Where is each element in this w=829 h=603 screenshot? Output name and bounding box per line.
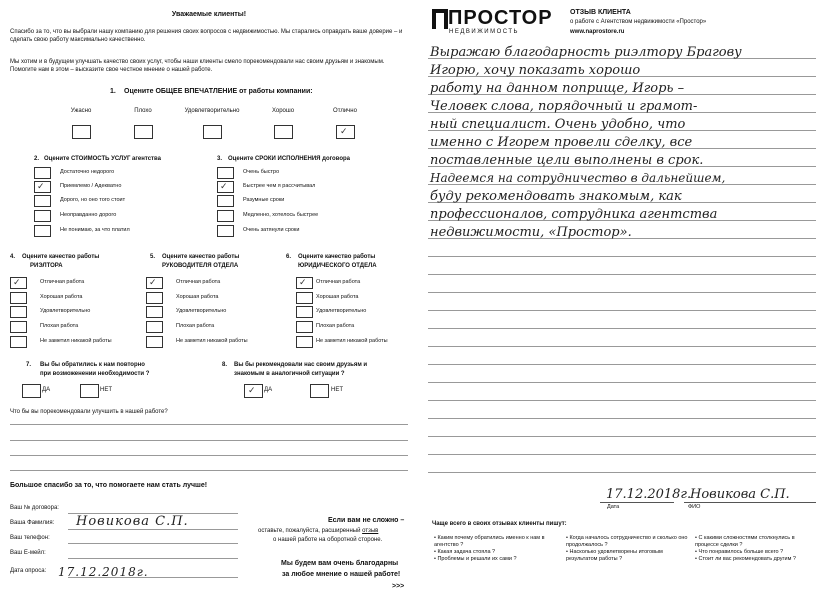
answer-line — [10, 424, 408, 425]
handwritten-line: профессионалов, сотрудника агентства — [430, 207, 718, 222]
check-mark-icon: ✓ — [340, 126, 348, 136]
q8-yes-label: ДА — [264, 387, 273, 393]
handwritten-line: ный специалист. Очень удобно, что — [430, 117, 686, 132]
q2-option-label: Достаточно недорого — [60, 169, 115, 175]
q4-checkbox[interactable] — [10, 292, 27, 304]
q3-checkbox[interactable] — [217, 225, 234, 237]
q8-no-label: НЕТ — [331, 387, 343, 393]
q5-checkbox[interactable] — [146, 292, 163, 304]
q6-option-label: Плохая работа — [316, 323, 355, 329]
contract-label: Ваш № договора: — [10, 505, 59, 511]
surname-handwritten: Новикова С.П. — [76, 514, 189, 529]
q1-checkbox[interactable] — [134, 125, 153, 139]
thanks-text: Большое спасибо за то, что помогаете нам стать лучше! — [10, 482, 208, 489]
q6-subject: ЮРИДИЧЕСКОГО ОТДЕЛА — [298, 263, 377, 269]
signature-date: 17.12.2018г. — [606, 487, 692, 502]
side-note-thanks: за любое мнение о нашей работе! — [282, 571, 401, 578]
footer-column — [566, 535, 688, 563]
check-mark-icon: ✓ — [149, 277, 157, 287]
answer-line — [10, 440, 408, 441]
side-note-thanks: Мы будем вам очень благодарны — [281, 560, 399, 567]
q4-number: 4. — [10, 254, 16, 260]
review-link[interactable]: отзыв — [362, 528, 379, 534]
q5-number: 5. — [150, 254, 156, 260]
q6-checkbox[interactable] — [296, 321, 313, 333]
q7-yes-checkbox[interactable] — [22, 384, 41, 398]
review-header-subtitle: о работе с Агентством недвижимости «Простор» — [570, 19, 707, 25]
answer-line — [10, 455, 408, 456]
review-header-title: ОТЗЫВ КЛИЕНТА — [570, 9, 631, 16]
q8-no-checkbox[interactable] — [310, 384, 329, 398]
q8-number: 8. — [222, 362, 228, 368]
side-note-heading: Если вам не сложно – — [328, 517, 405, 524]
footer-hint: • Каким почему обратились именно к нам в агентство ? — [434, 535, 545, 548]
q2-checkbox[interactable] — [34, 167, 51, 179]
q4-option-label: Удовлетворительно — [40, 308, 91, 314]
q3-title: Оцените СРОКИ ИСПОЛНЕНИЯ договора — [228, 156, 350, 162]
logo-text: ПРОСТОР — [448, 7, 553, 29]
q6-option-label: Хорошая работа — [316, 294, 359, 300]
q1-option-label: Плохо — [134, 108, 152, 114]
q7-number: 7. — [26, 362, 32, 368]
date-handwritten: 17.12.2018г. — [58, 565, 149, 579]
surname-field[interactable] — [68, 529, 238, 530]
left-title: Уважаемые клиенты! — [171, 11, 247, 18]
q7-yes-label: ДА — [42, 387, 51, 393]
q2-number: 2. — [34, 156, 40, 162]
q7-no-label: НЕТ — [100, 387, 112, 393]
q2-title: Оцените СТОИМОСТЬ УСЛУГ агентства — [44, 156, 161, 162]
q4-checkbox[interactable] — [10, 336, 27, 348]
q5-subject: РУКОВОДИТЕЛЯ ОТДЕЛА — [162, 263, 239, 269]
q2-checkbox[interactable] — [34, 195, 51, 207]
next-page-arrows: >>> — [392, 583, 405, 590]
q6-option-label: Отличная работа — [316, 279, 361, 285]
q4-checkbox[interactable] — [10, 321, 27, 333]
handwritten-line: Игорю, хочу показать хорошо — [430, 63, 641, 78]
q7-no-checkbox[interactable] — [80, 384, 99, 398]
logo-subtitle: НЕДВИЖИМОСТЬ — [449, 29, 519, 35]
q2-option-label: Не понимаю, за что платил — [60, 227, 130, 233]
footer-hint: • Какая задача стояла ? — [434, 549, 496, 555]
q6-checkbox[interactable] — [296, 336, 313, 348]
q6-title: Оцените качество работы — [298, 254, 376, 260]
answer-line — [10, 470, 408, 471]
footer-hint: • Насколько удовлетворены итоговым результатом работы ? — [566, 549, 663, 562]
q2-option-label: Дорого, но оно того стоит — [60, 197, 126, 203]
q3-option-label: Очень затянули сроки — [243, 227, 300, 233]
handwritten-line: буду рекомендовать знакомым, как — [430, 189, 682, 204]
footer-hint: • С какими сложностями столкнулись в процессе сделки ? — [695, 535, 795, 548]
intro-text-1: Спасибо за то, что вы выбрали нашу компанию для решения своих вопросов с недвижимостью. Мы старались оправдать ваше доверие – и сделать свою работу максимально качественно. — [10, 29, 403, 43]
q5-title: Оцените качество работы — [162, 254, 240, 260]
footer-hint: • Стоит ли вас рекомендовать другим ? — [695, 556, 796, 562]
q3-option-label: Медленно, хотелось быстрее — [243, 212, 319, 218]
phone-label: Ваш телефон: — [10, 535, 50, 541]
signature-name-line — [684, 502, 816, 503]
q5-checkbox[interactable] — [146, 321, 163, 333]
q1-checkbox[interactable] — [203, 125, 222, 139]
q4-option-label: Плохая работа — [40, 323, 79, 329]
phone-field[interactable] — [68, 543, 238, 544]
q2-checkbox[interactable] — [34, 225, 51, 237]
footer-hint: • Проблемы и решали их сами ? — [434, 556, 517, 562]
q3-option-label: Быстрее чем я рассчитывал — [243, 183, 316, 189]
q1-option-label: Отлично — [333, 108, 357, 114]
q4-subject: РИЭЛТОРА — [30, 263, 63, 269]
q1-checkbox[interactable] — [72, 125, 91, 139]
q1-number: 1. — [110, 88, 116, 95]
email-field[interactable] — [68, 558, 238, 559]
q4-option-label: Отличная работа — [40, 279, 85, 285]
q5-checkbox[interactable] — [146, 306, 163, 318]
q2-option-label: Неоправданно дорого — [60, 212, 117, 218]
q5-option-label: Хорошая работа — [176, 294, 219, 300]
q5-option-label: Плохая работа — [176, 323, 215, 329]
handwritten-line: недвижимости, «Простор». — [430, 225, 632, 240]
q6-checkbox[interactable] — [296, 306, 313, 318]
q6-option-label: Удовлетворительно — [316, 308, 367, 314]
q7-question-line: при возможенении необходимости ? — [40, 371, 150, 377]
q3-option-label: Очень быстро — [243, 169, 280, 175]
handwritten-line: поставленные цели выполнены в срок. — [430, 153, 704, 168]
q1-option-label: Хорошо — [271, 108, 295, 114]
q4-option-label: Хорошая работа — [40, 294, 83, 300]
q6-option-label: Не заметил никакой работы — [316, 338, 388, 344]
footer-hint: • Что понравилось больше всего ? — [695, 549, 784, 555]
q5-option-label: Не заметил никакой работы — [176, 338, 248, 344]
footer-column — [434, 535, 559, 563]
handwritten-line: именно с Игорем провели сделку, все — [430, 135, 693, 150]
email-label: Ваш E-мейл: — [10, 550, 46, 556]
q8-question-line: Вы бы рекомендовали нас своим друзьям и — [234, 362, 368, 368]
footer-hint: • Когда началось сотрудничество и сколько оно продолжалось ? — [566, 535, 688, 548]
handwritten-line: Человек слова, порядочный и грамот- — [430, 99, 698, 114]
check-mark-icon: ✓ — [13, 277, 21, 287]
q2-option-label: Приемлемо / Адекватно — [60, 183, 122, 189]
q1-checkbox[interactable] — [274, 125, 293, 139]
q8-question-line: знакомым в аналогичной ситуации ? — [234, 371, 345, 377]
handwritten-line: работу на данном поприще, Игорь – — [430, 81, 685, 96]
q6-checkbox[interactable] — [296, 292, 313, 304]
q6-number: 6. — [286, 254, 292, 260]
website-link[interactable]: www.naprostore.ru — [570, 29, 625, 35]
logo-mark-icon — [432, 9, 448, 29]
q3-checkbox[interactable] — [217, 210, 234, 222]
check-mark-icon: ✓ — [248, 385, 256, 395]
q4-checkbox[interactable] — [10, 306, 27, 318]
check-mark-icon: ✓ — [220, 181, 228, 191]
q4-title: Оцените качество работы — [22, 254, 100, 260]
date-label: Дата опроса: — [10, 568, 47, 574]
signature-date-line — [600, 502, 674, 503]
signature-name: Новикова С.П. — [690, 487, 790, 502]
q5-option-label: Удовлетворительно — [176, 308, 227, 314]
q4-option-label: Не заметил никакой работы — [40, 338, 112, 344]
side-note-text: о нашей работе на оборотной стороне. — [273, 537, 383, 543]
check-mark-icon: ✓ — [299, 277, 307, 287]
q1-option-label: Удовлетворительно — [184, 108, 240, 114]
q5-option-label: Отличная работа — [176, 279, 221, 285]
q5-checkbox[interactable] — [146, 336, 163, 348]
q2-checkbox[interactable] — [34, 210, 51, 222]
q3-checkbox[interactable] — [217, 167, 234, 179]
handwritten-line: Выражаю благодарность риэлтору Брагову — [430, 45, 742, 60]
improve-question: Что бы вы порекомендовали улучшить в нашей работе? — [10, 409, 168, 415]
handwritten-line: Надеемся на сотрудничество в дальнейшем, — [430, 171, 726, 185]
q1-option-label: Ужасно — [70, 108, 92, 114]
q3-checkbox[interactable] — [217, 195, 234, 207]
q7-question-line: Вы бы обратились к нам повторно — [40, 362, 145, 368]
intro-text-2: Мы хотим и в будущем улучшать качество своих услуг, чтобы наши клиенты смело порекомендовали нас своим друзьям и знакомым. Помогите нам в этом – высказите свое честное мнение о нашей работе. — [10, 59, 385, 73]
surname-label: Ваша Фамилия: — [10, 520, 55, 526]
q1-title: Оцените ОБЩЕЕ ВПЕЧАТЛЕНИЕ от работы компании: — [124, 88, 313, 95]
footer-title: Чаще всего в своих отзывах клиенты пишут: — [432, 521, 567, 527]
signature-fio-caption: ФИО — [688, 504, 701, 510]
q3-number: 3. — [217, 156, 223, 162]
side-note-text: оставьте, пожалуйста, расширенный отзыв — [258, 528, 379, 534]
signature-date-caption: Дата — [607, 504, 620, 510]
check-mark-icon: ✓ — [37, 181, 45, 191]
footer-column — [695, 535, 819, 563]
q3-option-label: Разумные сроки — [243, 197, 285, 203]
